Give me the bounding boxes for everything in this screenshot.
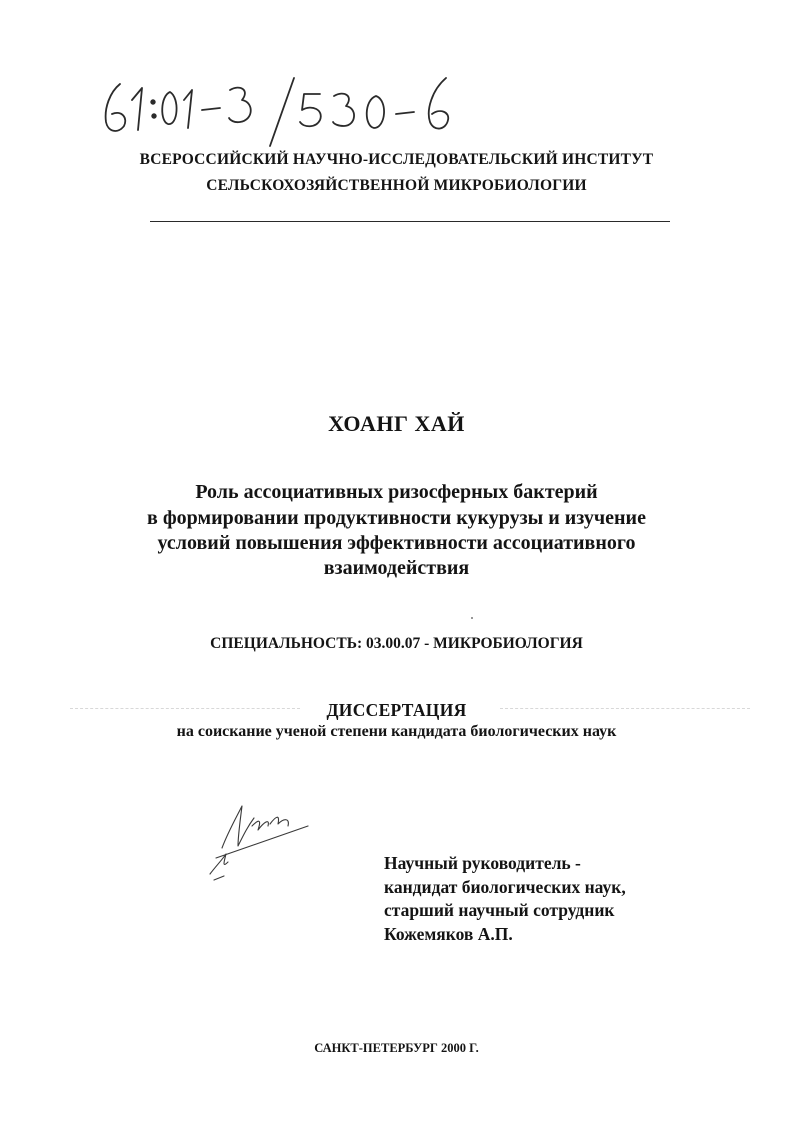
author-name: ХОАНГ ХАЙ <box>328 411 465 436</box>
supervisor-block <box>384 852 626 946</box>
institute-line-1: ВСЕРОССИЙСКИЙ НАУЧНО-ИССЛЕДОВАТЕЛЬСКИЙ ИНСТИТУТ <box>139 151 654 168</box>
title-line-4: взаимодействия <box>323 557 470 579</box>
institute-line-2: СЕЛЬСКОХОЗЯЙСТВЕННОЙ МИКРОБИОЛОГИИ <box>206 177 587 194</box>
scan-speck <box>471 617 473 619</box>
specialty: СПЕЦИАЛЬНОСТЬ: 03.00.07 - МИКРОБИОЛОГИЯ <box>210 635 583 652</box>
header-divider <box>150 221 670 222</box>
city-year: САНКТ-ПЕТЕРБУРГ 2000 Г. <box>314 1041 479 1055</box>
supervisor-line-2: кандидат биологических наук, <box>384 876 626 897</box>
dissertation-heading: ДИССЕРТАЦИЯ <box>326 700 467 720</box>
supervisor-line-3: старший научный сотрудник <box>384 900 615 920</box>
dissertation-subheading: на соискание ученой степени кандидата биологических наук <box>176 723 617 740</box>
handwritten-archive-code <box>98 70 478 150</box>
title-line-1: Роль ассоциативных ризосферных бактерий <box>195 481 598 503</box>
supervisor-line-1: Научный руководитель - <box>384 853 581 873</box>
title-line-2: в формировании продуктивности кукурузы и изучение <box>147 507 646 529</box>
supervisor-line-4: Кожемяков А.П. <box>384 923 513 944</box>
supervisor-signature <box>208 796 318 886</box>
title-line-3: условий повышения эффективности ассоциативного <box>157 532 636 554</box>
